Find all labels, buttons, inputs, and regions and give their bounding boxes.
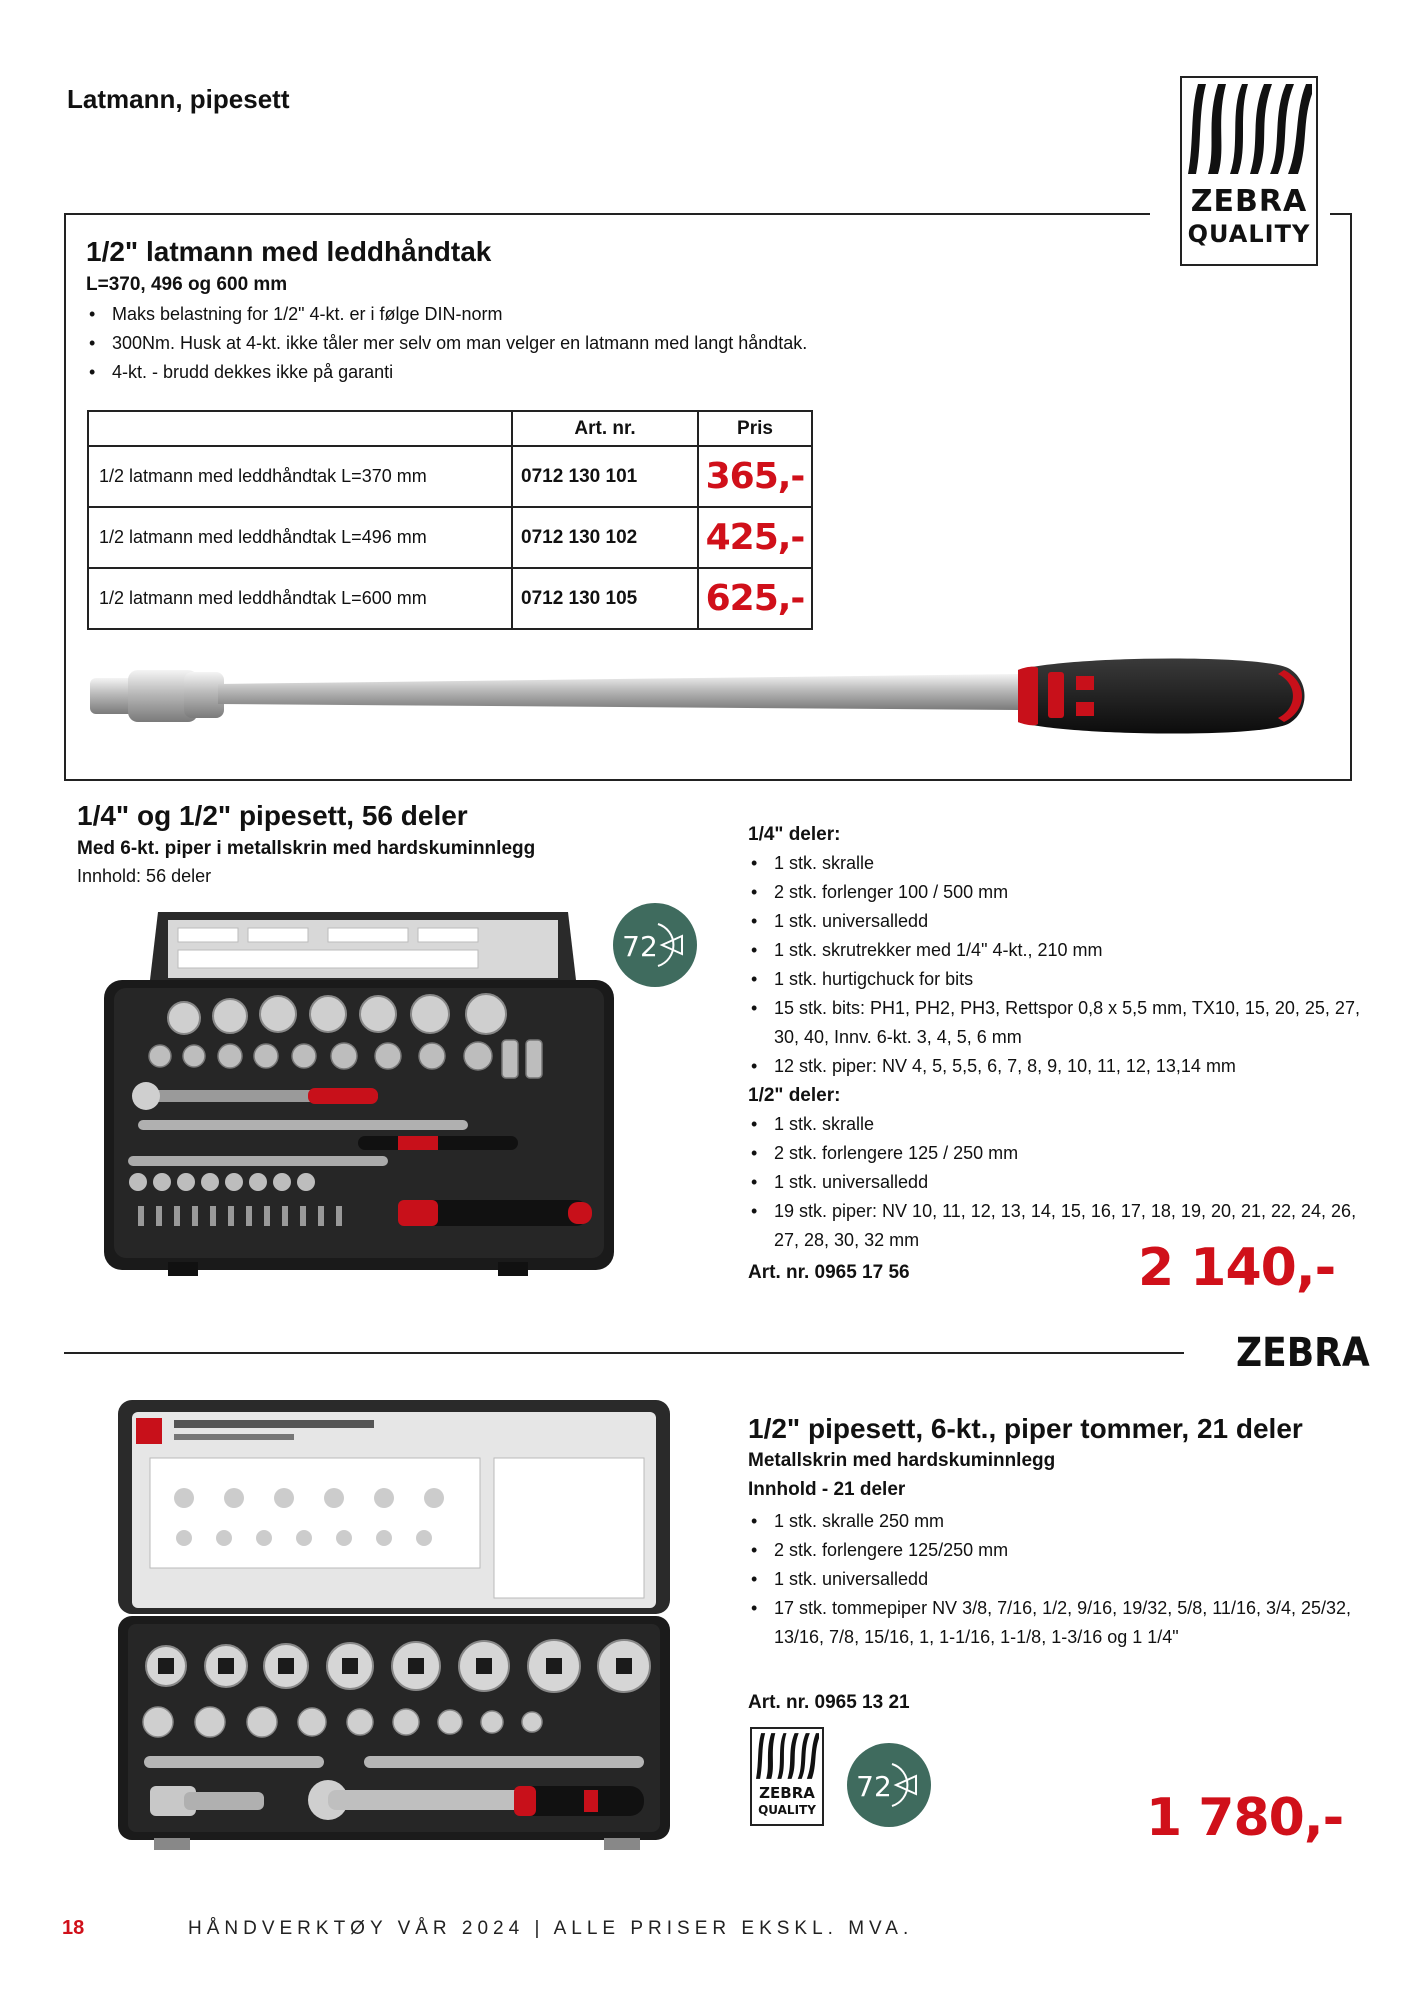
- half-parts-list: [748, 1110, 1368, 1255]
- zebra-logo-line2: QUALITY: [758, 1803, 816, 1817]
- table-cell-art: 0712 130 105: [512, 568, 698, 629]
- list-item: • 1 stk. skralle: [748, 1110, 1368, 1139]
- section2-spec: [748, 820, 1368, 1255]
- table-cell-desc: 1/2 latmann med leddhåndtak L=496 mm: [88, 507, 512, 568]
- list-item: • 4-kt. - brudd dekkes ikke på garanti: [86, 358, 986, 387]
- zebra-quality-logo: [1180, 76, 1318, 266]
- table-cell-desc: 1/2 latmann med leddhåndtak L=370 mm: [88, 446, 512, 507]
- price-value: 625,-: [705, 578, 805, 619]
- list-item: • 1 stk. universalledd: [748, 1565, 1368, 1594]
- list-item: • 300Nm. Husk at 4-kt. ikke tåler mer selv om man velger en latmann med langt håndtak.: [86, 329, 986, 358]
- list-item: • 2 stk. forlengere 125 / 250 mm: [748, 1139, 1368, 1168]
- section3-contents: Innhold - 21 deler: [748, 1479, 906, 1500]
- zebra-logo-line2: QUALITY: [1187, 220, 1311, 248]
- table-header-desc: [88, 411, 512, 446]
- list-item: • 1 stk. skralle 250 mm: [748, 1507, 1368, 1536]
- 72-teeth-badge-icon: [846, 1742, 932, 1828]
- price-value: 365,-: [705, 456, 805, 497]
- badge-label: 72: [856, 1770, 892, 1803]
- footer-text: HÅNDVERKTØY VÅR 2024 | ALLE PRISER EKSKL. MVA.: [188, 1918, 914, 1939]
- half-parts-heading: 1/2" deler:: [748, 1085, 841, 1106]
- section2-price: 2 140,-: [1138, 1238, 1336, 1298]
- table-cell-desc: 1/2 latmann med leddhåndtak L=600 mm: [88, 568, 512, 629]
- list-item: • 1 stk. universalledd: [748, 907, 1368, 936]
- zebra-stripes-icon: [755, 1732, 819, 1779]
- page-number: 18: [62, 1917, 85, 1939]
- section3-price: 1 780,-: [1146, 1788, 1344, 1848]
- list-item: • 2 stk. forlenger 100 / 500 mm: [748, 878, 1368, 907]
- zebra-brand-logo: ZEBRA: [1236, 1330, 1370, 1376]
- section3-article-number: Art. nr. 0965 13 21: [748, 1692, 910, 1713]
- table-row: [88, 568, 812, 629]
- section3-title: 1/2" pipesett, 6-kt., piper tommer, 21 deler: [748, 1413, 1303, 1444]
- table-header-price: Pris: [698, 411, 812, 446]
- table-header-row: [88, 411, 812, 446]
- list-item: • 1 stk. universalledd: [748, 1168, 1368, 1197]
- quarter-parts-list: [748, 849, 1368, 1081]
- quarter-parts-heading: 1/4" deler:: [748, 824, 841, 845]
- section2-subtitle: Med 6-kt. piper i metallskrin med hardskuminnlegg: [77, 838, 536, 859]
- section3-subtitle: Metallskrin med hardskuminnlegg: [748, 1450, 1056, 1471]
- breaker-bar-image: [88, 648, 1308, 744]
- table-cell-price: [698, 568, 812, 629]
- section1-subtitle: L=370, 496 og 600 mm: [86, 274, 288, 295]
- table-header-art: Art. nr.: [512, 411, 698, 446]
- section2-contents: Innhold: 56 deler: [77, 866, 212, 886]
- section2-article-number: Art. nr. 0965 17 56: [748, 1262, 910, 1283]
- section1-title: 1/2" latmann med leddhåndtak: [86, 236, 492, 267]
- table-row: [88, 446, 812, 507]
- zebra-logo-line1: ZEBRA: [759, 1784, 815, 1802]
- list-item: • 17 stk. tommepiper NV 3/8, 7/16, 1/2, 9/16, 19/32, 5/8, 11/16, 3/4, 25/32, 13/16, 7/8, 15/16, 1, 1-1/16, 1-1/8, 1-3/16 og 1 1/4": [748, 1594, 1368, 1652]
- list-item: • 19 stk. piper: NV 10, 11, 12, 13, 14, 15, 16, 17, 18, 19, 20, 21, 22, 24, 26, 27, 28, 30, 32 mm: [748, 1197, 1368, 1255]
- zebra-quality-small-logo: [750, 1727, 824, 1826]
- page-title: Latmann, pipesett: [67, 84, 290, 114]
- section3-items: [748, 1507, 1368, 1652]
- socket-set-21-image: [114, 1398, 674, 1852]
- list-item: • 12 stk. piper: NV 4, 5, 5,5, 6, 7, 8, 9, 10, 11, 12, 13,14 mm: [748, 1052, 1368, 1081]
- zebra-stripes-icon: [1186, 82, 1312, 174]
- list-item: • 15 stk. bits: PH1, PH2, PH3, Rettspor 0,8 x 5,5 mm, TX10, 15, 20, 25, 27, 30, 40, Innv. 6-kt. 3, 4, 5, 6 mm: [748, 994, 1368, 1052]
- list-item: • 1 stk. hurtigchuck for bits: [748, 965, 1368, 994]
- 72-teeth-badge-icon: [612, 902, 698, 988]
- price-table: [87, 410, 813, 630]
- section1-bullets: [86, 300, 986, 387]
- badge-label: 72: [622, 930, 658, 963]
- table-cell-price: [698, 446, 812, 507]
- list-item: • 2 stk. forlengere 125/250 mm: [748, 1536, 1368, 1565]
- table-row: [88, 507, 812, 568]
- list-item: • 1 stk. skrutrekker med 1/4" 4-kt., 210 mm: [748, 936, 1368, 965]
- socket-set-56-image: [98, 910, 618, 1285]
- list-item: • Maks belastning for 1/2" 4-kt. er i følge DIN-norm: [86, 300, 986, 329]
- zebra-logo-line1: ZEBRA: [1190, 184, 1308, 219]
- list-item: • 1 stk. skralle: [748, 849, 1368, 878]
- table-cell-art: 0712 130 101: [512, 446, 698, 507]
- table-cell-art: 0712 130 102: [512, 507, 698, 568]
- price-value: 425,-: [705, 517, 805, 558]
- section-divider: [64, 1352, 1184, 1354]
- table-cell-price: [698, 507, 812, 568]
- section2-title: 1/4" og 1/2" pipesett, 56 deler: [77, 800, 468, 831]
